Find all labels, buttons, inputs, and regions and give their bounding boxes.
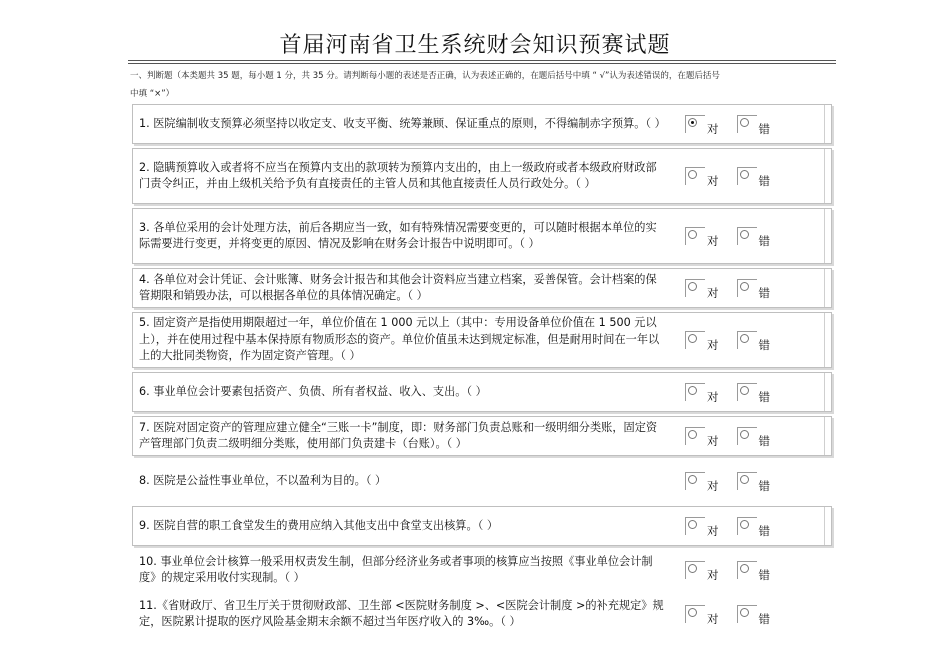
true-label: 对 (707, 479, 719, 493)
section-instructions (130, 67, 830, 103)
true-label: 对 (707, 612, 719, 626)
question-text: 9. 医院自营的职工食堂发生的费用应纳入其他支出中食堂支出核算。（ ） (139, 518, 499, 532)
answer-options (685, 468, 788, 494)
instructions-line-1: 一、判断题（本类题共 35 题，每小题 1 分，共 35 分。请判断每小题的表述是否正确，认为表述正确的，在题后括号中填 “ √”认为表述错误的，在题后括号 (130, 71, 720, 81)
answer-options (685, 223, 788, 249)
question-text: 3. 各单位采用的会计处理方法，前后各期应当一致，如有特殊情况需要变更的，可以随时根据本单位的实际需要进行变更，并将变更的原因、情况及影响在财务会计报告中说明即可。（ ） (139, 220, 657, 250)
question-item-6 (132, 372, 832, 412)
question-text: 11.《省财政厅、省卫生厅关于贯彻财政部、卫生部 <医院财务制度 >、<医院会计制度 >的补充规定》规定，医院累计提取的医疗风险基金期末余额不超过当年医疗收入的 3‰。（ ） (139, 598, 664, 628)
title-divider-bottom (128, 63, 836, 64)
question-item-4 (132, 268, 832, 308)
true-radio[interactable] (685, 331, 705, 349)
false-radio[interactable] (737, 605, 757, 623)
true-label: 对 (707, 234, 719, 248)
row-divider (824, 373, 825, 411)
question-item-7 (132, 416, 832, 456)
false-radio[interactable] (737, 167, 757, 185)
true-radio[interactable] (685, 167, 705, 185)
false-radio[interactable] (737, 383, 757, 401)
row-divider (824, 313, 825, 367)
true-radio[interactable] (685, 517, 705, 535)
question-text: 7. 医院对固定资产的管理应建立健全“三账一卡”制度，即：财务部门负责总账和一级明细分类账，固定资产管理部门负责二级明细分类账，使用部门负责建卡（台账）。（ ） (139, 420, 658, 450)
true-label: 对 (707, 338, 719, 352)
question-item-9 (132, 506, 832, 546)
false-label: 错 (758, 479, 770, 493)
true-label: 对 (707, 390, 719, 404)
page-title: 首届河南省卫生系统财会知识预赛试题 (279, 33, 671, 58)
question-item-10 (132, 550, 832, 590)
true-radio[interactable] (685, 227, 705, 245)
row-divider (824, 507, 825, 545)
question-item-3 (132, 208, 832, 264)
answer-options (685, 601, 788, 627)
answer-options (685, 111, 788, 137)
true-radio[interactable] (685, 605, 705, 623)
question-item-1 (132, 104, 832, 144)
question-item-11 (132, 594, 832, 634)
false-radio[interactable] (737, 115, 757, 133)
true-label: 对 (707, 286, 719, 300)
false-label: 错 (758, 524, 770, 538)
false-label: 错 (758, 612, 770, 626)
row-divider (824, 149, 825, 203)
answer-options (685, 557, 788, 583)
true-label: 对 (707, 434, 719, 448)
question-item-8 (132, 460, 832, 502)
question-text: 1. 医院编制收支预算必须坚持以收定支、收支平衡、统筹兼顾、保证重点的原则，不得编制赤字预算。（ ） (139, 116, 666, 130)
true-label: 对 (707, 174, 719, 188)
question-text: 6. 事业单位会计要素包括资产、负债、所有者权益、收入、支出。（ ） (139, 384, 487, 398)
question-text: 4. 各单位对会计凭证、会计账簿、财务会计报告和其他会计资料应当建立档案，妥善保管。会计档案的保管期限和销毁办法，可以根据各单位的具体情况确定。（ ） (139, 272, 657, 302)
true-label: 对 (707, 122, 719, 136)
false-radio[interactable] (737, 427, 757, 445)
true-radio[interactable] (685, 383, 705, 401)
answer-options (685, 163, 788, 189)
false-radio[interactable] (737, 561, 757, 579)
question-text: 5. 固定资产是指使用期限超过一年，单位价值在 1 000 元以上（其中：专用设备单位价值在 1 500 元以上），并在使用过程中基本保持原有物质形态的资产。单位价值虽未达到规定标准，但是耐用时间在一年以上的大批同类物资，作为固定资产管理。（ ） (139, 316, 660, 363)
question-item-2 (132, 148, 832, 204)
true-radio[interactable] (685, 472, 705, 490)
true-radio[interactable] (685, 427, 705, 445)
true-radio[interactable] (685, 561, 705, 579)
row-divider (824, 209, 825, 263)
question-text: 8. 医院是公益性事业单位，不以盈利为目的。（ ） (139, 473, 387, 487)
question-list (132, 104, 832, 638)
false-radio[interactable] (737, 472, 757, 490)
false-radio[interactable] (737, 517, 757, 535)
false-radio[interactable] (737, 279, 757, 297)
row-divider (824, 269, 825, 307)
answer-options (685, 275, 788, 301)
false-radio[interactable] (737, 331, 757, 349)
question-text: 10. 事业单位会计核算一般采用权责发生制，但部分经济业务或者事项的核算应当按照《事业单位会计制度》的规定采用收付实现制。（ ） (139, 554, 653, 584)
false-label: 错 (758, 390, 770, 404)
answer-options (685, 513, 788, 539)
false-label: 错 (758, 434, 770, 448)
row-divider (824, 105, 825, 143)
false-label: 错 (758, 234, 770, 248)
question-item-5 (132, 312, 832, 368)
true-label: 对 (707, 524, 719, 538)
true-radio[interactable] (685, 115, 705, 133)
true-radio[interactable] (685, 279, 705, 297)
answer-options (685, 327, 788, 353)
title-divider-top (128, 60, 836, 61)
false-label: 错 (758, 286, 770, 300)
false-label: 错 (758, 338, 770, 352)
false-label: 错 (758, 568, 770, 582)
false-radio[interactable] (737, 227, 757, 245)
true-label: 对 (707, 568, 719, 582)
false-label: 错 (758, 122, 770, 136)
false-label: 错 (758, 174, 770, 188)
answer-options (685, 379, 788, 405)
question-text: 2. 隐瞒预算收入或者将不应当在预算内支出的款项转为预算内支出的，由上一级政府或者本级政府财政部门责令纠正，并由上级机关给予负有直接责任的主管人员和其他直接责任人员行政处分。（ ） (139, 160, 657, 190)
answer-options (685, 423, 788, 449)
row-divider (824, 417, 825, 455)
instructions-line-2: 中填 “×”） (130, 89, 175, 99)
